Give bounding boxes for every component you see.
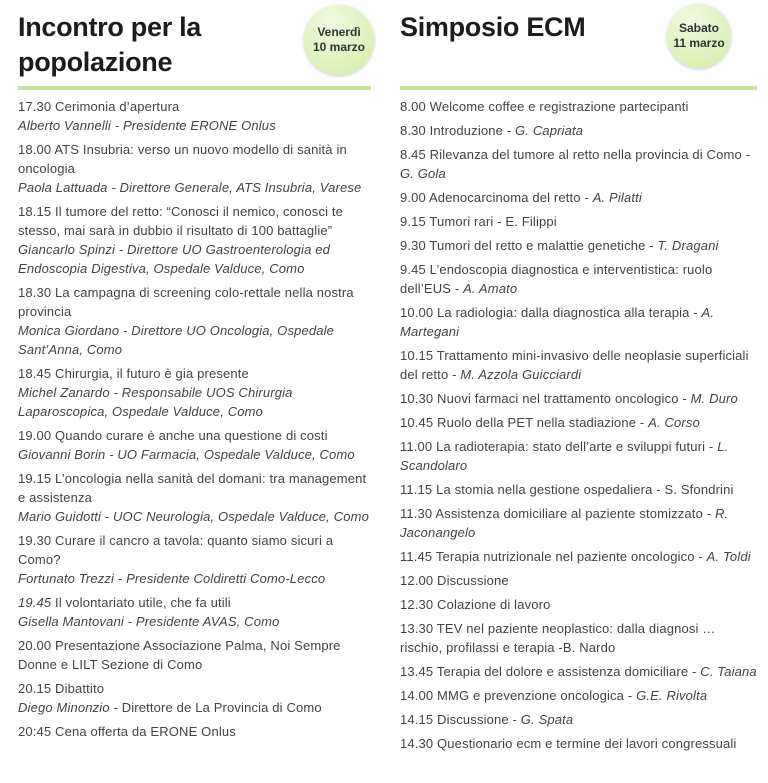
event-item <box>18 593 371 631</box>
event-title-text: 10.00 La radiologia: dalla diagnostica alla terapia - <box>400 305 702 320</box>
event-speaker-text: Gisella Mantovani - Presidente AVAS, Como <box>18 614 280 629</box>
event-speaker-text: Diego Minonzio <box>18 700 110 715</box>
event-title-text: M. Duro <box>690 391 738 406</box>
event-item <box>18 722 371 741</box>
event-item <box>400 260 757 298</box>
event-item <box>18 531 371 588</box>
event-title-text: 18.15 Il tumore del retto: “Conosci il nemico, conosci te stesso, mai sarà in dubbio il risultato di 100 battaglie” <box>18 204 344 238</box>
event-item <box>18 202 371 278</box>
event-item <box>18 636 371 674</box>
event-item <box>400 303 757 341</box>
event-title-text: A. Martegani <box>400 305 715 339</box>
event-title-text: 17.30 Cerimonia d’apertura <box>18 99 180 114</box>
date-badge <box>667 4 731 68</box>
event-item <box>400 121 757 140</box>
program-column-saturday <box>400 0 757 758</box>
event-title-text: 8.00 Welcome coffee e registrazione partecipanti <box>400 99 689 114</box>
column-title: Simposio ECM <box>400 12 586 42</box>
event-title-text: 14.30 Questionario ecm e termine dei lavori congressuali <box>400 736 737 751</box>
header-divider <box>18 86 371 90</box>
event-title-text: A. Amato <box>463 281 518 296</box>
badge-day: Venerdì <box>317 25 361 39</box>
event-title-text: 13.30 TEV nel paziente neoplastico: dalla diagnosi … rischio, profilassi e terapia -B. Nardo <box>400 621 716 655</box>
event-speaker-text: Mario Guidotti - UOC Neurologia, Ospedale Valduce, Como <box>18 509 369 524</box>
event-speaker-text: Monica Giordano - Direttore UO Oncologia, Ospedale Sant’Anna, Como <box>18 323 335 357</box>
event-item <box>18 426 371 464</box>
column-header <box>400 0 757 86</box>
event-item <box>400 389 757 408</box>
event-title-text: 11.00 La radioterapia: stato dell’arte e sviluppi futuri - <box>400 439 718 454</box>
header-divider <box>400 86 757 90</box>
event-title-text: G. Gola <box>400 166 446 181</box>
event-title-text: M. Azzola Guicciardi <box>460 367 582 382</box>
badge-date: 11 marzo <box>673 36 725 50</box>
date-badge <box>304 5 374 75</box>
event-title-text: 18.45 Chirurgia, il futuro è gia presente <box>18 366 249 381</box>
event-title-text: 12.30 Colazione di lavoro <box>400 597 551 612</box>
event-item <box>400 662 757 681</box>
event-item <box>400 686 757 705</box>
event-item <box>18 283 371 359</box>
event-title-text: 13.45 Terapia del dolore e assistenza domiciliare - <box>400 664 701 679</box>
event-speaker-text: Fortunato Trezzi - Presidente Coldiretti Como-Lecco <box>18 571 326 586</box>
event-title-text: 9.00 Adenocarcinoma del retto - <box>400 190 593 205</box>
badge-day: Sabato <box>678 21 719 35</box>
event-title-text: G. Capriata <box>515 123 584 138</box>
event-title-text: 19.15 L’oncologia nella sanità del domani: tra management e assistenza <box>18 471 367 505</box>
event-item <box>400 480 757 499</box>
event-item <box>400 145 757 183</box>
event-title-text: 10.45 Ruolo della PET nella stadiazione - <box>400 415 649 430</box>
event-item <box>400 619 757 657</box>
event-item <box>400 504 757 542</box>
event-title-text: 20.00 Presentazione Associazione Palma, Noi Sempre Donne e LILT Sezione di Como <box>18 638 341 672</box>
program-column-friday <box>18 0 371 758</box>
event-title-text: 19.45 <box>18 595 52 610</box>
event-item <box>400 710 757 729</box>
event-title-text: 11.30 Assistenza domiciliare al paziente stomizzato - <box>400 506 715 521</box>
event-speaker-text: Giovanni Borin - UO Farmacia, Ospedale Valduce, Como <box>18 447 355 462</box>
event-item <box>400 437 757 475</box>
event-title-text: A. Corso <box>648 415 700 430</box>
event-speaker-text: Paola Lattuada - Direttore Generale, ATS Insubria, Varese <box>18 180 362 195</box>
event-title-text: 11.15 La stomia nella gestione ospedaliera - S. Sfondrini <box>400 482 734 497</box>
event-title-text: 18.30 La campagna di screening colo-rettale nella nostra provincia <box>18 285 354 319</box>
event-title-text: G. Spata <box>520 712 574 727</box>
event-title-text: 20:45 Cena offerta da ERONE Onlus <box>18 724 236 739</box>
event-item <box>18 469 371 526</box>
badge-date: 10 marzo <box>312 40 366 54</box>
event-item <box>400 346 757 384</box>
event-item <box>400 595 757 614</box>
event-title-text: 8.45 Rilevanza del tumore al retto nella provincia di Como - <box>400 147 751 162</box>
event-title-text: L. Scandolaro <box>400 439 729 473</box>
event-title-text: R. Jaconangelo <box>400 506 729 540</box>
event-item <box>400 236 757 255</box>
event-item <box>18 679 371 717</box>
event-item <box>400 547 757 566</box>
event-title-text: G.E. Rivolta <box>636 688 708 703</box>
event-item <box>400 97 757 116</box>
event-item <box>18 97 371 135</box>
event-item <box>400 188 757 207</box>
event-title-text: 18.00 ATS Insubria: verso un nuovo modello di sanità in oncologia <box>18 142 347 176</box>
event-item <box>400 571 757 590</box>
event-title-text: 8.30 Introduzione - <box>400 123 516 138</box>
event-item <box>400 734 757 753</box>
event-title-text: C. Taiana <box>700 664 757 679</box>
event-title-text: 10.15 Trattamento mini-invasivo delle neoplasie superficiali del retto - <box>400 348 749 382</box>
event-speaker-text: Michel Zanardo - Responsabile UOS Chirurgia Laparoscopica, Ospedale Valduce, Como <box>18 385 293 419</box>
event-list <box>400 90 757 753</box>
event-title-text: 10.30 Nuovi farmaci nel trattamento oncologico - <box>400 391 691 406</box>
event-speaker-text: Giancarlo Spinzi - Direttore UO Gastroenterologia ed Endoscopia Digestiva, Ospedale Valduce, Como <box>18 242 330 276</box>
column-header <box>18 0 371 86</box>
event-title-text: 12.00 Discussione <box>400 573 509 588</box>
event-speaker-text: Alberto Vannelli - Presidente ERONE Onlus <box>18 118 276 133</box>
column-title: Incontro per la popolazione <box>18 12 202 77</box>
event-title-text: A. Toldi <box>706 549 751 564</box>
event-title-text: Il volontariato utile, che fa utili <box>51 595 231 610</box>
event-title-text: 14.00 MMG e prevenzione oncologica - <box>400 688 637 703</box>
event-list <box>18 90 371 741</box>
event-item <box>400 212 757 231</box>
event-title-text: 19.30 Curare il cancro a tavola: quanto siamo sicuri a Como? <box>18 533 334 567</box>
event-title-text: 19.00 Quando curare è anche una questione di costi <box>18 428 328 443</box>
event-title-text: 9.45 L’endoscopia diagnostica e interventistica: ruolo dell’EUS - <box>400 262 713 296</box>
event-item <box>18 140 371 197</box>
event-title-text: 9.30 Tumori del retto e malattie genetiche - <box>400 238 658 253</box>
event-item <box>400 413 757 432</box>
event-title-text: 11.45 Terapia nutrizionale nel paziente oncologico - <box>400 549 707 564</box>
event-item <box>18 364 371 421</box>
event-speaker-text: - Direttore de La Provincia di Como <box>109 700 322 715</box>
event-title-text: 9.15 Tumori rari - E. Filippi <box>400 214 557 229</box>
event-title-text: 20.15 Dibattito <box>18 681 105 696</box>
event-title-text: A. Pilatti <box>592 190 642 205</box>
event-title-text: 14.15 Discussione - <box>400 712 521 727</box>
event-title-text: T. Dragani <box>657 238 719 253</box>
